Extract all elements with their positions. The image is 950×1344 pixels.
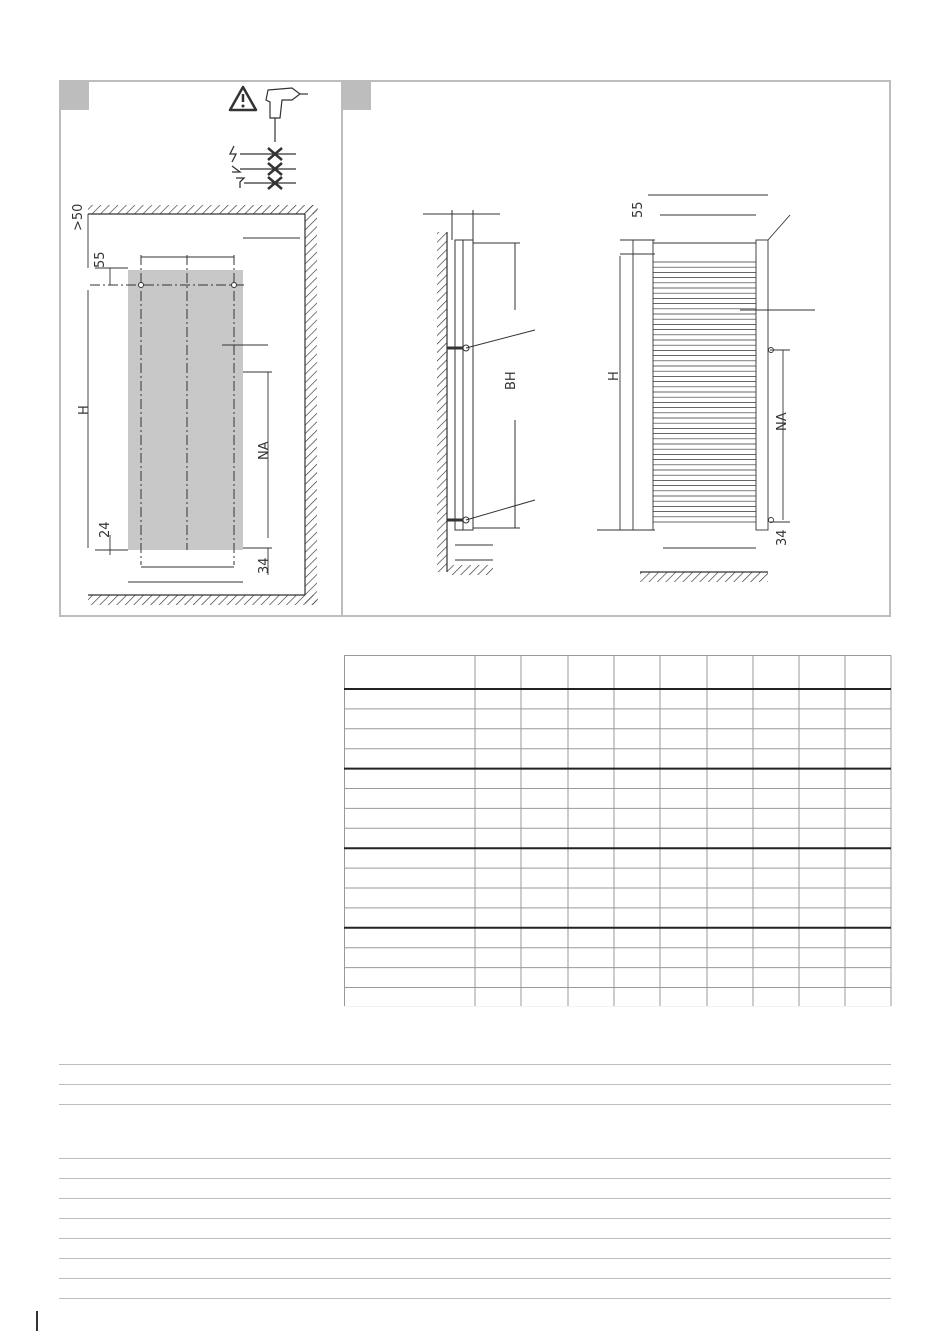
drill-icon xyxy=(266,88,308,142)
dim-connection-distance-left: NA xyxy=(257,441,272,460)
dim-height-left: H xyxy=(77,405,92,415)
rule-line xyxy=(59,1064,891,1065)
rule-line xyxy=(59,1238,891,1239)
dim-bottom-offset: 24 xyxy=(98,521,113,538)
side-wall-hatch xyxy=(437,232,447,572)
dim-side-bottom-right: 34 xyxy=(775,529,790,546)
dim-mounting-height: BH xyxy=(504,371,519,390)
spec-table xyxy=(344,655,892,1007)
side-floor-hatch xyxy=(447,565,493,575)
rule-line xyxy=(59,1178,891,1179)
dim-clearance-top: >50 xyxy=(71,203,86,231)
rule-line xyxy=(59,1298,891,1299)
dim-top-offset-right: 55 xyxy=(631,201,646,218)
gas-line-icon xyxy=(232,163,296,175)
rule-line xyxy=(59,1198,891,1199)
dim-top-offset-left: 55 xyxy=(93,251,108,268)
water-line-icon xyxy=(236,177,296,189)
towel-radiator xyxy=(633,240,768,530)
wall-hatch xyxy=(305,205,317,605)
front-floor-hatch xyxy=(640,572,768,582)
electric-line-icon xyxy=(230,146,296,162)
dim-side-bottom-left: 34 xyxy=(257,557,272,574)
rule-line xyxy=(59,1258,891,1259)
warning-icon xyxy=(230,87,256,110)
radiator-rungs xyxy=(653,262,756,522)
rule-line xyxy=(59,1084,891,1085)
radiator-panel xyxy=(128,270,243,550)
ceiling-hatch xyxy=(88,205,318,214)
rule-line xyxy=(59,1278,891,1279)
rule-line xyxy=(59,1158,891,1159)
floor-hatch xyxy=(88,595,318,605)
page-marker xyxy=(36,1311,38,1331)
rule-line xyxy=(59,1218,891,1219)
rule-line xyxy=(59,1104,891,1105)
dim-height-right: H xyxy=(607,371,622,381)
dim-connection-distance-right: NA xyxy=(775,412,790,431)
